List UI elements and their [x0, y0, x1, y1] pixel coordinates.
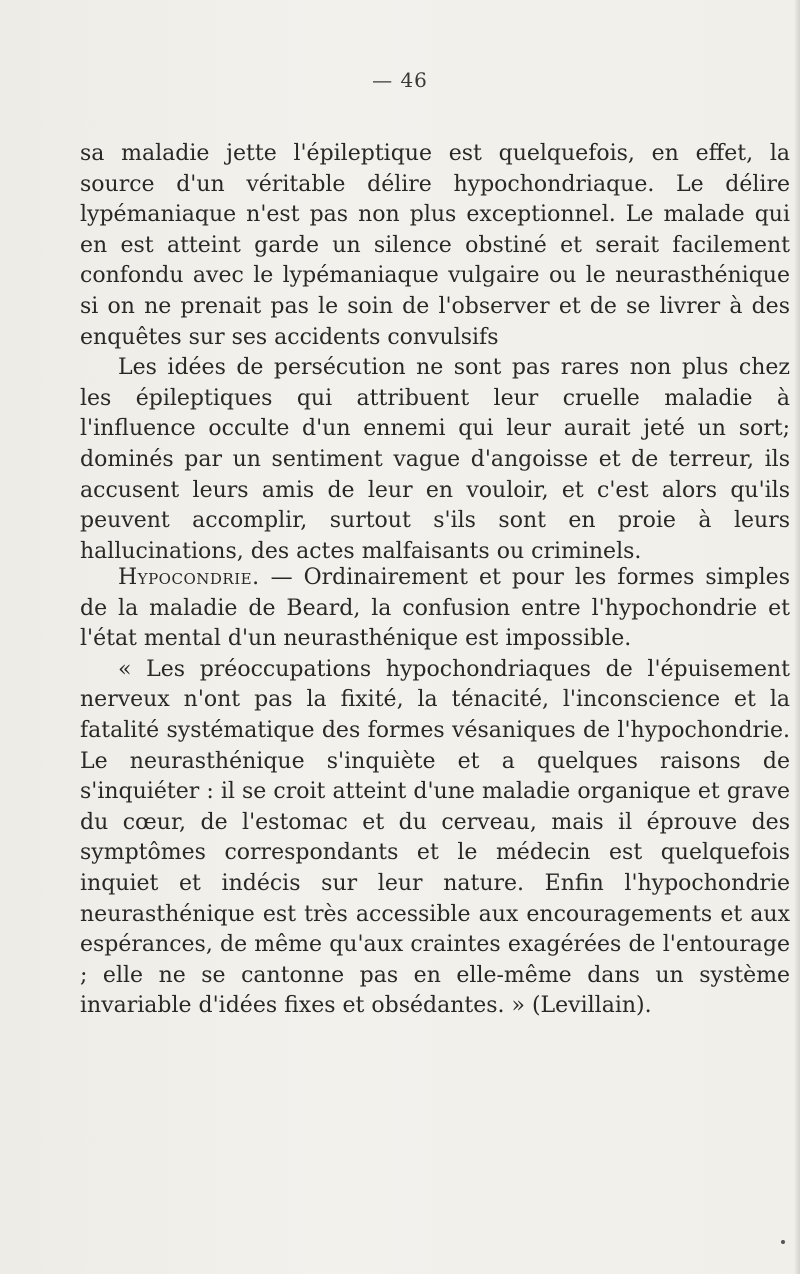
- paragraph-delire: sa maladie jette l'épileptique est quelquefois, en effet, la source d'un véritable délire hypochondriaque. Le délire lypémaniaque n'est pas non plus exceptionnel. Le malade qui en est atteint garde un silence obstiné et serait facilement confondu avec le lypémaniaque vulgaire ou le neurasthénique si on ne prenait pas le soin de l'observer et de se livrer à des enquêtes sur ses accidents convulsifs: [80, 141, 790, 350]
- paragraph-quotation: « Les préoccupations hypochondriaques de l'épuisement nerveux n'ont pas la fixité, la ténacité, l'inconscience et la fatalité systématique des formes vésaniques de l'hypochondrie. Le neurasthénique s'inquiète et a quelques raisons de s'inquiéter : il se croit atteint d'une maladie organique et grave du cœur, de l'estomac et du cerveau, mais il éprouve des symptômes correspondants et le médecin est quelquefois inquiet et indécis sur leur nature. Enfin l'hypochondrie neurasthénique est très accessible aux encouragements et aux espérances, de même qu'aux craintes exagérées de l'entourage ; elle ne se cantonne pas en elle-même dans un système invariable d'idées fixes et obsédantes. » (Levillain).: [80, 656, 790, 1019]
- epilepsy-text-block: [80, 139, 790, 567]
- section-heading: Hypocondrie.: [118, 565, 260, 590]
- paper-speck: [781, 1240, 785, 1244]
- page-edge-shadow: [794, 0, 800, 1274]
- paragraph-persecution: Les idées de persécution ne sont pas rares non plus chez les épileptiques qui attribuent leur cruelle maladie à l'influence occulte d'un ennemi qui leur aurait jeté un sort; dominés par un sentiment vague d'angoisse et de terreur, ils accusent leurs amis de leur en vouloir, et c'est alors qu'ils peuvent accomplir, surtout s'ils sont en proie à leurs hallucinations, des actes malfaisants ou criminels.: [80, 355, 790, 564]
- paragraph-hypocondrie: [80, 563, 790, 655]
- section-intro-text: — Ordinairement et pour les formes simples de la maladie de Beard, la confusion entre l'hypochondrie et l'état mental d'un neurasthénique est impossible.: [80, 565, 790, 652]
- hypocondrie-section: [80, 563, 790, 1022]
- page-number: — 46: [372, 68, 428, 92]
